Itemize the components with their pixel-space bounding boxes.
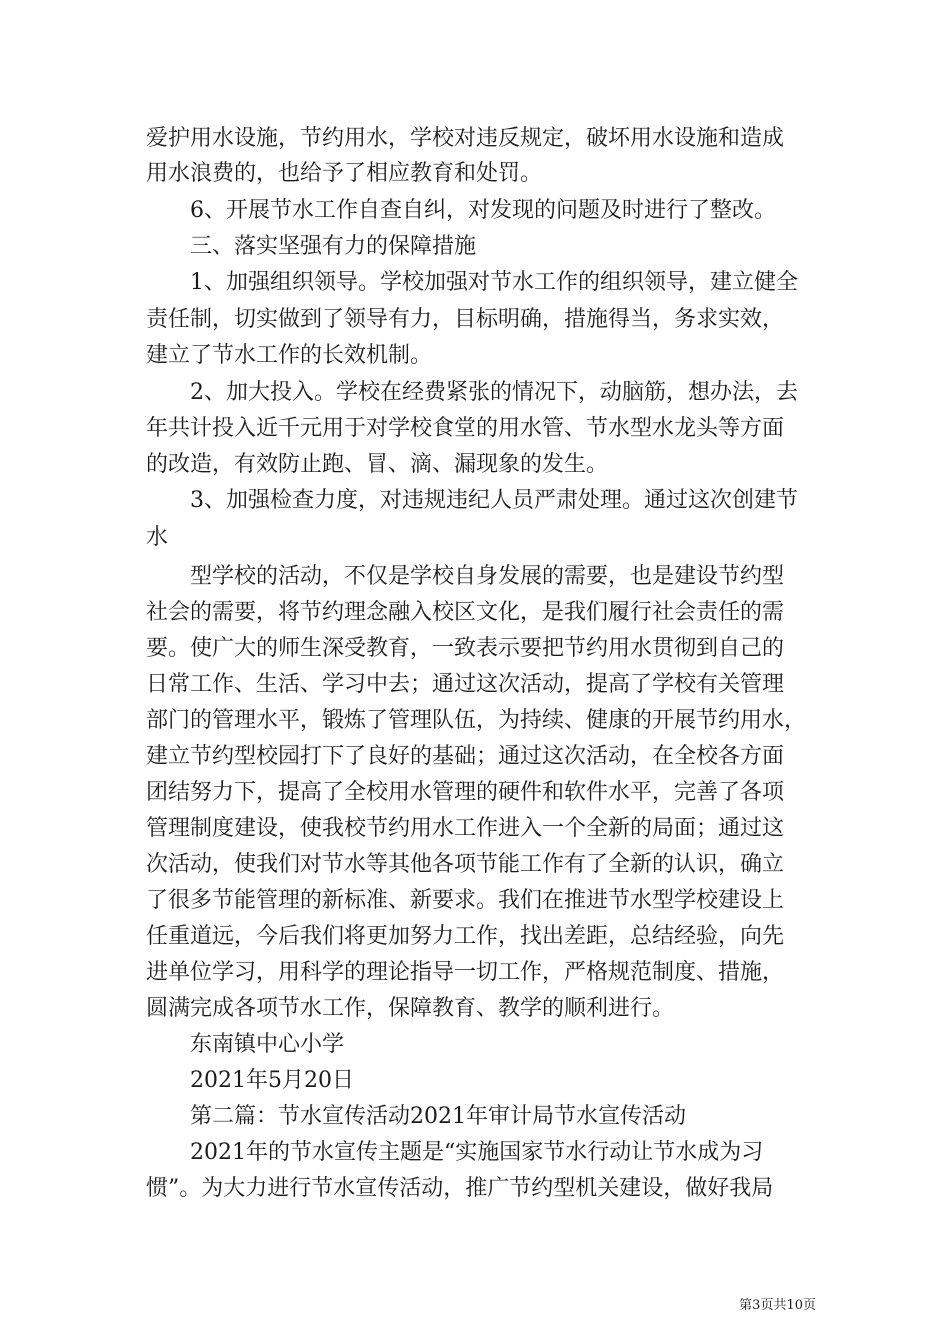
- text-line: 1、加强组织领导。学校加强对节水工作的组织领导，建立健全: [146, 270, 798, 295]
- text-line: 责任制，切实做到了领导有力，目标明确，措施得当，务求实效，: [146, 307, 785, 332]
- text-line: 3、加强检查力度，对违规违纪人员严肃处理。通过这次创建节: [146, 488, 798, 513]
- text-line: 的改造，有效防止跑、冒、滴、漏现象的发生。: [146, 452, 609, 477]
- text-line: 部门的管理水平，锻炼了管理队伍，为持续、健康的开展节约用水，: [146, 708, 807, 733]
- text-line: 要。使广大的师生深受教育，一致表示要把节约用水贯彻到自己的: [146, 636, 785, 661]
- text-line: 年共计投入近千元用于对学校食堂的用水管、节水型水龙头等方面: [146, 416, 785, 441]
- text-line: 进单位学习，用科学的理论指导一切工作，严格规范制度、措施，: [146, 960, 785, 985]
- text-line: 2、加大投入。学校在经费紧张的情况下，动脑筋，想办法，去: [146, 380, 798, 405]
- text-line: 社会的需要，将节约理念融入校区文化，是我们履行社会责任的需: [146, 600, 785, 625]
- text-line: 型学校的活动，不仅是学校自身发展的需要，也是建设节约型: [146, 564, 785, 589]
- text-line: 任重道远，今后我们将更加努力工作，找出差距，总结经验，向先: [146, 924, 785, 949]
- text-line: 用水浪费的，也给予了相应教育和处罚。: [146, 161, 543, 186]
- text-line: 建立了节水工作的长效机制。: [146, 343, 433, 368]
- text-line: 日常工作、生活、学习中去；通过这次活动，提高了学校有关管理: [146, 672, 785, 697]
- page-number: 第3页共10页: [739, 1298, 816, 1313]
- section-heading: 第二篇：节水宣传活动2021年审计局节水宣传活动: [146, 1104, 686, 1129]
- text-line: 圆满完成各项节水工作，保障教育、教学的顺利进行。: [146, 996, 675, 1021]
- text-line: 爱护用水设施，节约用水，学校对违反规定，破坏用水设施和造成: [146, 126, 785, 151]
- text-line: 管理制度建设，使我校节约用水工作进入一个全新的局面；通过这: [146, 816, 785, 841]
- text-line: 6、开展节水工作自查自纠，对发现的问题及时进行了整改。: [146, 198, 776, 223]
- text-line: 2021年的节水宣传主题是“实施国家节水行动让节水成为习: [146, 1140, 764, 1165]
- signature-school: 东南镇中心小学: [146, 1032, 345, 1057]
- text-line: 团结努力下，提高了全校用水管理的硬件和软件水平，完善了各项: [146, 780, 785, 805]
- text-line: 惯”。为大力进行节水宣传活动，推广节约型机关建设，做好我局: [146, 1176, 774, 1201]
- text-line: 三、落实坚强有力的保障措施: [146, 234, 477, 259]
- signature-date: 2021年5月20日: [146, 1068, 354, 1093]
- text-line: 了很多节能管理的新标准、新要求。我们在推进节水型学校建设上: [146, 888, 785, 913]
- text-line: 水: [146, 525, 169, 550]
- text-line: 建立节约型校园打下了良好的基础；通过这次活动，在全校各方面: [146, 744, 785, 769]
- text-line: 次活动，使我们对节水等其他各项节能工作有了全新的认识，确立: [146, 852, 785, 877]
